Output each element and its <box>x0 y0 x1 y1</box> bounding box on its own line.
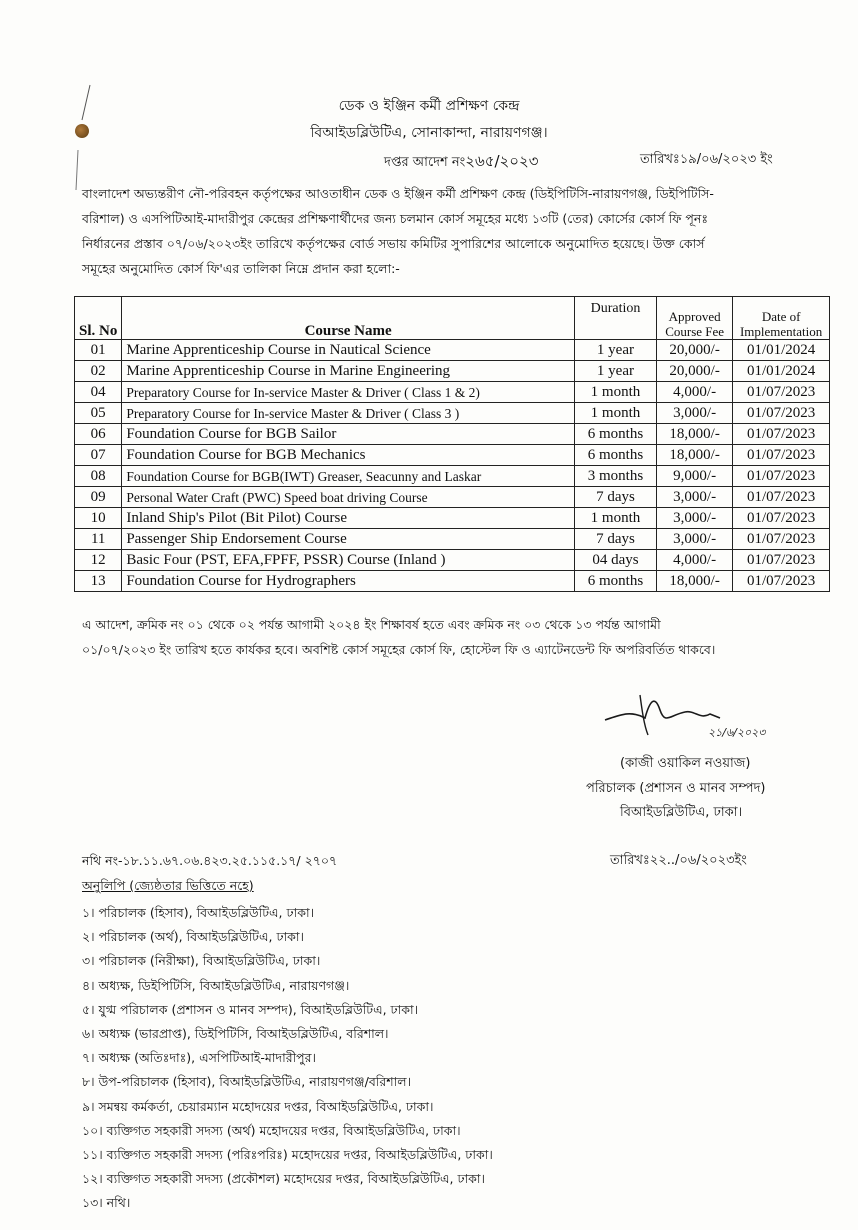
header-date: Date of Implementation <box>733 297 830 340</box>
office-order-label: দপ্তর আদেশ নং <box>384 155 466 170</box>
cell-fee: 18,000/- <box>657 571 733 592</box>
copy-heading: অনুলিপি (জ্যেষ্ঠতার ভিত্তিতে নহে) <box>82 878 254 893</box>
cell-fee: 18,000/- <box>657 445 733 466</box>
cell-sl: 12 <box>75 550 122 571</box>
cell-course-name: Foundation Course for Hydrographers <box>122 571 575 592</box>
course-fee-table <box>74 296 830 592</box>
cell-course-name: Preparatory Course for In-service Master & Driver ( Class 1 & 2) <box>122 382 575 403</box>
order-date-value: ১৯/০৬/২০২৩ ইং <box>679 152 773 167</box>
cell-date: 01/07/2023 <box>733 508 830 529</box>
cell-fee: 4,000/- <box>657 550 733 571</box>
recipient-item: ৭। অধ্যক্ষ (অতিঃদাঃ), এসপিটিআই-মাদারীপুর। <box>82 1050 316 1066</box>
cell-duration: 3 months <box>574 466 656 487</box>
cell-fee: 20,000/- <box>657 361 733 382</box>
recipient-item: ৩। পরিচালক (নিরীক্ষা), বিআইডব্লিউটিএ, ঢাকা। <box>82 953 321 969</box>
cell-sl: 02 <box>75 361 122 382</box>
header-line-2: বিআইডব্লিউটিএ, সোনাকান্দা, নারায়ণগঞ্জ। <box>310 125 548 141</box>
cell-duration: 1 month <box>574 382 656 403</box>
cell-sl: 07 <box>75 445 122 466</box>
intro-line: নির্ধারনের প্রস্তাব ০৭/০৬/২০২৩ইং তারিখে কর্তৃপক্ষের বোর্ড সভায় কমিটির সুপারিশের আলোকে অনুমোদিত হয়েছে। উক্ত কোর্স <box>82 236 705 251</box>
recipient-item: ১২। ব্যক্তিগত সহকারী সদস্য (প্রকৌশল) মহোদয়ের দপ্তর, বিআইডব্লিউটিএ, ঢাকা। <box>82 1171 486 1187</box>
signature-date: ২১/৬/২০২৩ <box>708 726 766 739</box>
cell-sl: 11 <box>75 529 122 550</box>
recipient-item: ৯। সমন্বয় কর্মকর্তা, চেয়ারম্যান মহোদয়ের দপ্তর, বিআইডব্লিউটিএ, ঢাকা। <box>82 1098 434 1114</box>
cell-duration: 6 months <box>574 571 656 592</box>
header-fee: Approved Course Fee <box>657 297 733 340</box>
header-line-1: ডেক ও ইঞ্জিন কর্মী প্রশিক্ষণ কেন্দ্র <box>338 98 520 114</box>
cell-date: 01/07/2023 <box>733 445 830 466</box>
cell-date: 01/07/2023 <box>733 382 830 403</box>
recipient-item: ৬। অধ্যক্ষ (ভারপ্রাপ্ত), ডিইপিটিসি, বিআইডব্লিউটিএ, বরিশাল। <box>82 1025 389 1041</box>
recipient-item: ৮। উপ-পরিচালক (হিসাব), বিআইডব্লিউটিএ, নারায়ণগঞ্জ/বরিশাল। <box>82 1074 412 1090</box>
cell-sl: 04 <box>75 382 122 403</box>
cell-date: 01/07/2023 <box>733 403 830 424</box>
cell-fee: 4,000/- <box>657 382 733 403</box>
handwritten-signature <box>600 690 800 750</box>
cell-sl: 08 <box>75 466 122 487</box>
memo-date-label: তারিখঃ <box>610 853 650 868</box>
table-row <box>75 508 830 529</box>
table-row <box>75 445 830 466</box>
cell-date: 01/07/2023 <box>733 466 830 487</box>
cell-duration: 7 days <box>574 487 656 508</box>
table-row <box>75 340 830 361</box>
recipient-item: ১। পরিচালক (হিসাব), বিআইডব্লিউটিএ, ঢাকা। <box>82 905 315 920</box>
cell-course-name: Foundation Course for BGB Sailor <box>122 424 575 445</box>
order-note-line: ০১/০৭/২০২৩ ইং তারিখ হতে কার্যকর হবে। অবশিষ্ট কোর্স সমূহের কোর্স ফি, হোস্টেল ফি ও এ্যাটেনডেন্ট ফি অপরিবর্তিত থাকবে। <box>82 642 716 657</box>
cell-course-name: Basic Four (PST, EFA,FPFF, PSSR) Course (Inland ) <box>122 550 575 571</box>
cell-course-name: Marine Apprenticeship Course in Nautical Science <box>122 340 575 361</box>
office-order <box>384 150 539 175</box>
cell-course-name: Foundation Course for BGB(IWT) Greaser, Seacunny and Laskar <box>122 466 575 487</box>
cell-sl: 01 <box>75 340 122 361</box>
cell-duration: 6 months <box>574 424 656 445</box>
recipient-item: ৫। যুগ্ম পরিচালক (প্রশাসন ও মানব সম্পদ), বিআইডব্লিউটিএ, ঢাকা। <box>82 1001 419 1017</box>
recipient-list <box>82 901 802 1215</box>
cell-duration: 1 month <box>574 403 656 424</box>
cell-fee: 3,000/- <box>657 508 733 529</box>
recipient-item: ৪। অধ্যক্ষ, ডিইপিটিসি, বিআইডব্লিউটিএ, নারায়ণগঞ্জ। <box>82 977 350 993</box>
cell-fee: 18,000/- <box>657 424 733 445</box>
recipient-item: ১৩। নথি। <box>82 1195 131 1211</box>
cell-date: 01/01/2024 <box>733 340 830 361</box>
table-row <box>75 424 830 445</box>
table-row <box>75 529 830 550</box>
cell-sl: 06 <box>75 424 122 445</box>
order-note-line: এ আদেশ, ক্রমিক নং ০১ থেকে ০২ পর্যন্ত আগামী ২০২৪ ইং শিক্ষাবর্ষ হতে এবং ক্রমিক নং ০৩ থেকে ১৩ পর্যন্ত আগামী <box>82 617 661 632</box>
cell-fee: 20,000/- <box>657 340 733 361</box>
cell-date: 01/07/2023 <box>733 424 830 445</box>
table-row <box>75 550 830 571</box>
cell-duration: 1 year <box>574 361 656 382</box>
memo-date-value: ২২../০৬/২০২৩ইং <box>649 853 747 868</box>
cell-sl: 13 <box>75 571 122 592</box>
signatory-org: বিআইডব্লিউটিএ, ঢাকা। <box>620 805 743 820</box>
cell-course-name: Personal Water Craft (PWC) Speed boat driving Course <box>122 487 575 508</box>
order-date <box>640 150 773 171</box>
signatory-designation: পরিচালক (প্রশাসন ও মানব সম্পদ) <box>586 781 766 796</box>
cell-course-name: Foundation Course for BGB Mechanics <box>122 445 575 466</box>
cell-date: 01/07/2023 <box>733 550 830 571</box>
cell-fee: 3,000/- <box>657 487 733 508</box>
cell-course-name: Passenger Ship Endorsement Course <box>122 529 575 550</box>
memo-date <box>610 851 747 872</box>
cell-sl: 10 <box>75 508 122 529</box>
cell-date: 01/07/2023 <box>733 571 830 592</box>
cell-duration: 04 days <box>574 550 656 571</box>
table-row <box>75 403 830 424</box>
intro-line: বরিশাল) ও এসপিটিআই-মাদারীপুর কেন্দ্রের প্রশিক্ষণার্থীদের জন্য চলমান কোর্স সমূহের মধ্যে ১৩টি (তের) কোর্সের কোর্স ফি পূনঃ <box>82 211 709 226</box>
cell-date: 01/07/2023 <box>733 529 830 550</box>
cell-date: 01/07/2023 <box>733 487 830 508</box>
cell-duration: 6 months <box>574 445 656 466</box>
table-row <box>75 361 830 382</box>
cell-course-name: Preparatory Course for In-service Master & Driver ( Class 3 ) <box>122 403 575 424</box>
cell-fee: 9,000/- <box>657 466 733 487</box>
recipient-item: ১১। ব্যক্তিগত সহকারী সদস্য (পরিঃপরিঃ) মহোদয়ের দপ্তর, বিআইডব্লিউটিএ, ঢাকা। <box>82 1146 493 1162</box>
intro-line: বাংলাদেশ অভ্যন্তরীণ নৌ-পরিবহন কর্তৃপক্ষের আওতাধীন ডেক ও ইঞ্জিন কর্মী প্রশিক্ষণ কেন্দ্র (ডিইপিটিসি-নারায়ণগঞ্জ, ডিইপিটিসি- <box>82 186 714 201</box>
intro-paragraph <box>82 181 842 281</box>
intro-line: সমূহের অনুমোদিত কোর্স ফি'এর তালিকা নিম্নে প্রদান করা হলো:- <box>82 261 400 276</box>
header-duration: Duration <box>574 297 656 340</box>
cell-duration: 7 days <box>574 529 656 550</box>
cell-duration: 1 year <box>574 340 656 361</box>
signatory-name: (কাজী ওয়াকিল নওয়াজ) <box>620 756 751 771</box>
header-sl: Sl. No <box>75 297 122 340</box>
table-row <box>75 382 830 403</box>
recipient-item: ২। পরিচালক (অর্থ), বিআইডব্লিউটিএ, ঢাকা। <box>82 929 304 945</box>
cell-duration: 1 month <box>574 508 656 529</box>
cell-sl: 05 <box>75 403 122 424</box>
cell-sl: 09 <box>75 487 122 508</box>
recipient-item: ১০। ব্যক্তিগত সহকারী সদস্য (অর্থ) মহোদয়ের দপ্তর, বিআইডব্লিউটিএ, ঢাকা। <box>82 1122 461 1138</box>
table-header-row <box>75 297 830 340</box>
office-order-number: ২৬৫/২০২৩ <box>465 152 539 170</box>
table-row <box>75 466 830 487</box>
cell-fee: 3,000/- <box>657 403 733 424</box>
cell-course-name: Marine Apprenticeship Course in Marine Engineering <box>122 361 575 382</box>
header-course-name: Course Name <box>122 297 575 340</box>
memo-file-number: নথি নং-১৮.১১.৬৭.০৬.৪২৩.২৫.১১৫.১৭/ ২৭০৭ <box>82 853 338 868</box>
table-row <box>75 571 830 592</box>
cell-fee: 3,000/- <box>657 529 733 550</box>
cell-date: 01/01/2024 <box>733 361 830 382</box>
order-date-label: তারিখঃ <box>640 152 680 167</box>
cell-course-name: Inland Ship's Pilot (Bit Pilot) Course <box>122 508 575 529</box>
order-note <box>82 612 842 662</box>
table-row <box>75 487 830 508</box>
